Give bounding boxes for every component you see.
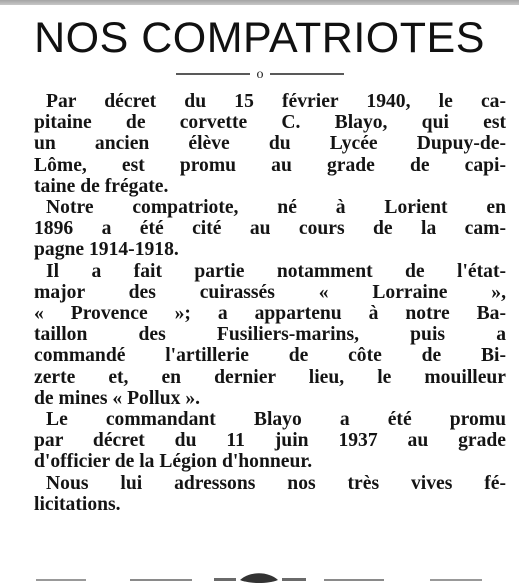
text-line: taillon des Fusiliers-marins, puis a [34,324,506,346]
paragraph-promotion [34,409,506,473]
text-line: commandé l'artillerie de côte de Bi- [34,345,506,367]
article-headline: NOS COMPATRIOTES [34,14,485,62]
text-line: d'officier de la Légion d'honneur. [34,451,313,473]
text-line: Notre compatriote, né à Lorient en [46,197,506,219]
paragraph-biography [34,197,506,261]
text-line: « Provence »; a appartenu à notre Ba- [34,303,506,325]
text-line: major des cuirassés « Lorraine », [34,281,506,303]
paragraph-career [34,261,506,409]
headline-ornament [174,66,346,80]
text-line: Nous lui adressons nos très vives fé- [46,472,506,494]
top-border-rule [0,0,519,5]
text-line: Il a fait partie notamment de l'état- [46,260,506,282]
text-line: Lôme, est promu au grade de capi- [34,154,506,176]
text-line: Le commandant Blayo a été promu [46,409,506,431]
bottom-ornament-rule [0,565,519,587]
ornament-glyph: o [256,67,264,80]
text-line: licitations. [34,493,121,515]
text-line: un ancien élève du Lycée Dupuy-de- [34,133,506,155]
text-line: par décret du 11 juin 1937 au grade [34,430,506,452]
text-line: pitaine de corvette C. Blayo, qui est [34,112,506,134]
paragraph-congratulations [34,473,506,515]
text-line: de mines « Pollux ». [34,387,201,409]
text-line: zerte et, en dernier lieu, le mouilleur [34,366,506,388]
text-line: pagne 1914-1918. [34,239,179,261]
text-line: 1896 a été cité au cours de la cam- [34,218,506,240]
text-line: Par décret du 15 février 1940, le ca- [46,91,506,112]
paragraph-decree [34,91,506,197]
article-body [34,91,506,515]
text-line: taine de frégate. [34,175,169,197]
